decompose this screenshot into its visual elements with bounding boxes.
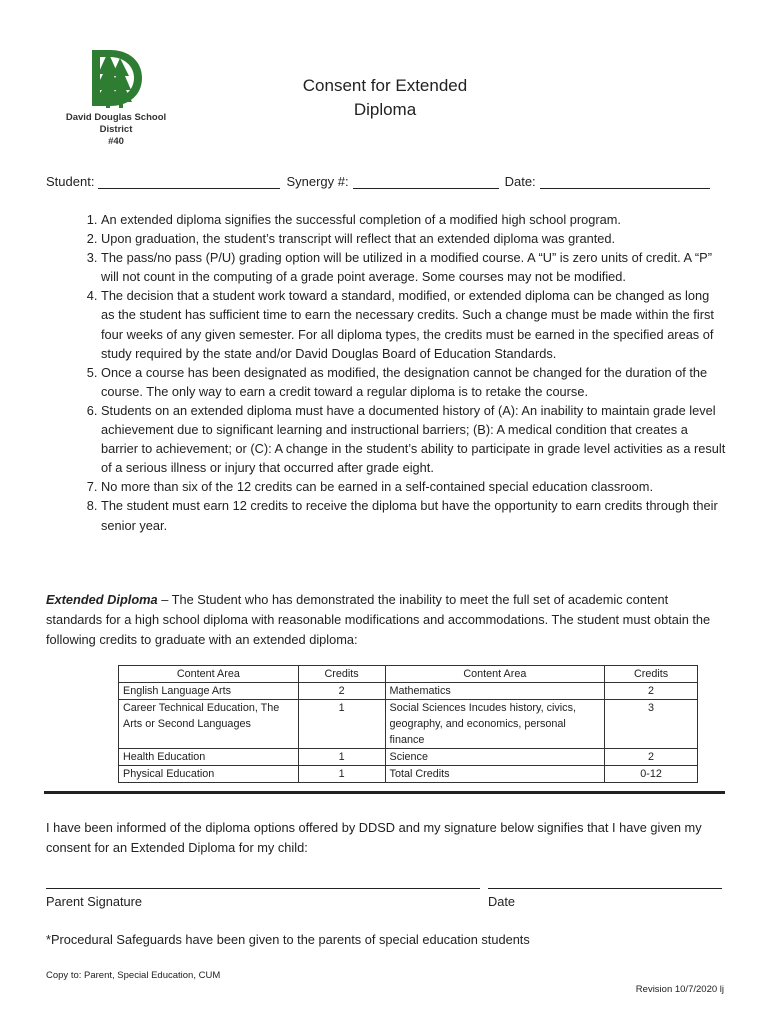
table-cell: 0-12 (605, 766, 698, 783)
table-cell: Career Technical Education, The Arts or Second Languages (119, 700, 299, 749)
table-cell: Mathematics (385, 683, 605, 700)
extended-diploma-definition (46, 590, 726, 650)
table-cell: 2 (605, 749, 698, 766)
table-cell: Science (385, 749, 605, 766)
synergy-label: Synergy #: (286, 174, 349, 189)
table-cell: 1 (298, 749, 385, 766)
section-divider (44, 791, 725, 794)
extended-diploma-label: Extended Diploma (46, 592, 158, 607)
page-title: Consent for Extended Diploma (302, 76, 468, 119)
table-header-row (119, 666, 698, 683)
copy-to-note: Copy to: Parent, Special Education, CUM (46, 970, 221, 981)
synergy-field[interactable] (353, 174, 499, 189)
list-item: 5. Once a course has been designated as modified, the designation cannot be changed for the duration of the course. The only way to earn a credit toward a regular diploma is to retake the course. (101, 363, 726, 401)
credits-table (118, 665, 698, 783)
student-label: Student: (46, 174, 95, 189)
revision-note: Revision 10/7/2020 lj (635, 984, 724, 995)
student-field[interactable] (98, 174, 280, 189)
list-item: 6. Students on an extended diploma must have a documented history of (A): An inability to maintain grade level achievement due to significant learning and instructional barriers; (B): A medical condition that creates a barrier to achievement; or (C): A change in the student’s ability to participate in grade level activities as a result of a serious illness or injury that occurred after grade eight. (101, 401, 726, 477)
table-cell: 2 (298, 683, 385, 700)
district-logo (52, 44, 180, 147)
table-cell: Social Sciences Incudes history, civics, geography, and economics, personal finance (385, 700, 605, 749)
signature-date-label: Date (488, 894, 516, 909)
date-label: Date: (504, 174, 536, 189)
table-cell: 2 (605, 683, 698, 700)
consent-statement: I have been informed of the diploma options offered by DDSD and my signature below signifies that I have given my consent for an Extended Diploma for my child: (46, 820, 702, 855)
table-cell: 3 (605, 700, 698, 749)
extended-diploma-text: – The Student who has demonstrated the inability to meet the full set of academic content standards for a high school diploma with reasonable modifications and accommodations. The student must obtain the following credits to graduate with an extended diploma: (46, 592, 711, 647)
list-item: 3. The pass/no pass (P/U) grading option will be utilized in a modified course. A “U” is zero units of credit. A “P” will not count in the computing of a grade point average. Some courses may not be modified. (101, 248, 726, 286)
column-header: Credits (298, 666, 385, 683)
parent-signature-line[interactable] (46, 888, 480, 889)
list-item: 4. The decision that a student work toward a standard, modified, or extended diploma can be changed as long as the student has sufficient time to earn the necessary credits. Such a change must be made within the first four weeks of any given semester. For all diploma types, the credits must be earned in the specified areas of study required by the state and/or David Douglas Board of Education Standards. (101, 286, 726, 362)
table-cell: 1 (298, 766, 385, 783)
column-header: Content Area (119, 666, 299, 683)
table-cell: Health Education (119, 749, 299, 766)
table-row (119, 700, 698, 749)
table-cell: Physical Education (119, 766, 299, 783)
date-field[interactable] (540, 174, 710, 189)
list-item: 8. The student must earn 12 credits to receive the diploma but have the opportunity to earn credits through their senior year. (101, 496, 726, 534)
list-item: 2. Upon graduation, the student’s transcript will reflect that an extended diploma was granted. (101, 229, 726, 248)
table-cell: 1 (298, 700, 385, 749)
table-cell: English Language Arts (119, 683, 299, 700)
table-row (119, 683, 698, 700)
column-header: Credits (605, 666, 698, 683)
list-item: 1. An extended diploma signifies the successful completion of a modified high school program. (101, 210, 726, 229)
diploma-conditions-list (46, 210, 726, 535)
table-row (119, 749, 698, 766)
parent-signature-label: Parent Signature (46, 894, 143, 909)
column-header: Content Area (385, 666, 605, 683)
table-cell: Total Credits (385, 766, 605, 783)
list-item: 7. No more than six of the 12 credits can be earned in a self-contained special education classroom. (101, 477, 726, 496)
student-info-fields (46, 174, 726, 189)
tree-logo-icon (86, 44, 146, 110)
safeguards-note: *Procedural Safeguards have been given to the parents of special education students (46, 932, 530, 947)
district-name: David Douglas School District #40 (65, 112, 167, 147)
signature-date-line[interactable] (488, 888, 722, 889)
table-row (119, 766, 698, 783)
